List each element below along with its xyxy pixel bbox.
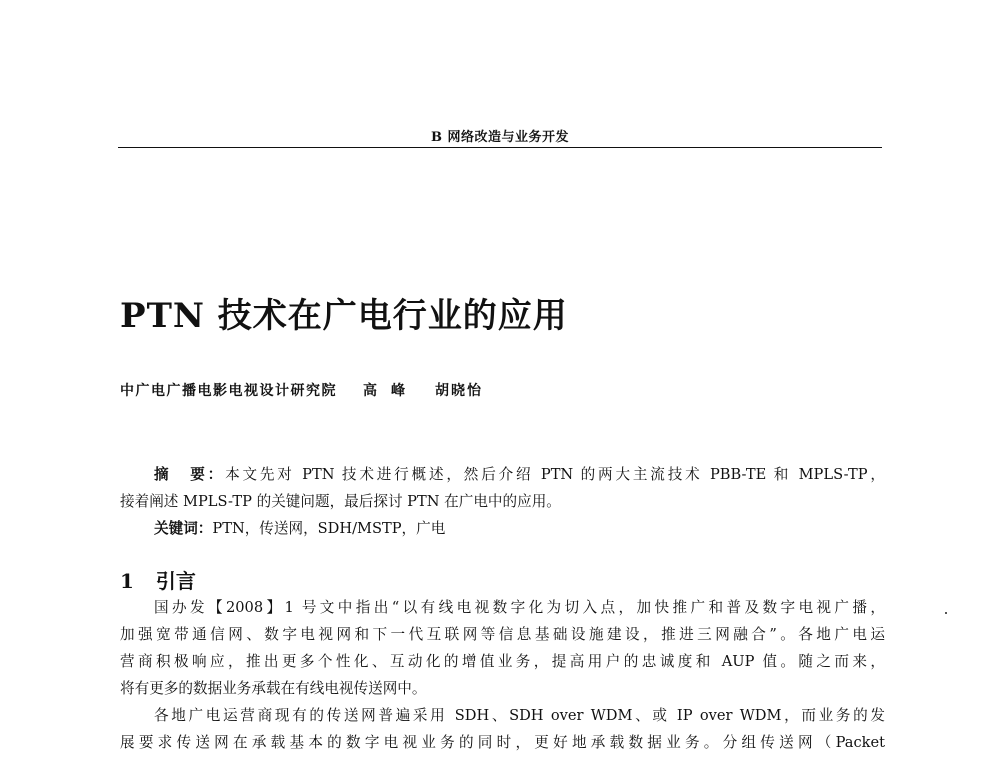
abstract-line-1 [154, 462, 885, 488]
keywords-value: PTN，传送网，SDH/MSTP，广电 [212, 520, 446, 537]
section-title: 引言 [155, 569, 196, 593]
keywords-label: 关键词： [154, 520, 213, 537]
paragraph-2-line-1: 各地广电运营商现有的传送网普遍采用 SDH、SDH over WDM、或 IP over WDM，而业务的发 [154, 707, 885, 724]
abstract-line-2: 接着阐述 MPLS-TP 的关键问题，最后探讨 PTN 在广电中的应用。 [120, 493, 561, 510]
abstract-label-char-2: 要： [187, 466, 226, 483]
abstract-text-1: 本文先对 PTN 技术进行概述，然后介绍 PTN 的两大主流技术 PBB-TE 和 MPLS-TP， [225, 466, 885, 483]
paper-title: PTN 技术在广电行业的应用 [120, 296, 568, 336]
header-rule [118, 147, 882, 148]
author-name-2: 胡晓怡 [435, 383, 483, 399]
section-number: 1 [120, 569, 134, 593]
paragraph-1-line-4: 将有更多的数据业务承载在有线电视传送网中。 [120, 680, 427, 697]
section-heading [120, 565, 196, 594]
abstract-label-char-1: 摘 [154, 466, 172, 483]
paragraph-2-line-2: 展要求传送网在承载基本的数字电视业务的同时，更好地承载数据业务。分组传送网（Packet [120, 734, 885, 751]
byline [120, 380, 483, 400]
running-header: B 网络改造与业务开发 [430, 130, 569, 145]
paragraph-1-line-3: 营商积极响应，推出更多个性化、互动化的增值业务，提高用户的忠诚度和 AUP 值。随之而来， [120, 653, 885, 670]
author-name-1: 高峰 [363, 383, 419, 399]
scan-speck [945, 612, 947, 614]
keywords-line [154, 516, 885, 542]
author-institution: 中广电广播电影电视设计研究院 [120, 383, 337, 399]
paragraph-1-line-1: 国办发【2008】1 号文中指出“以有线电视数字化为切入点，加快推广和普及数字电视广播， [154, 599, 885, 616]
paragraph-1-line-2: 加强宽带通信网、数字电视网和下一代互联网等信息基础设施建设，推进三网融合”。各地广电运 [120, 626, 885, 643]
